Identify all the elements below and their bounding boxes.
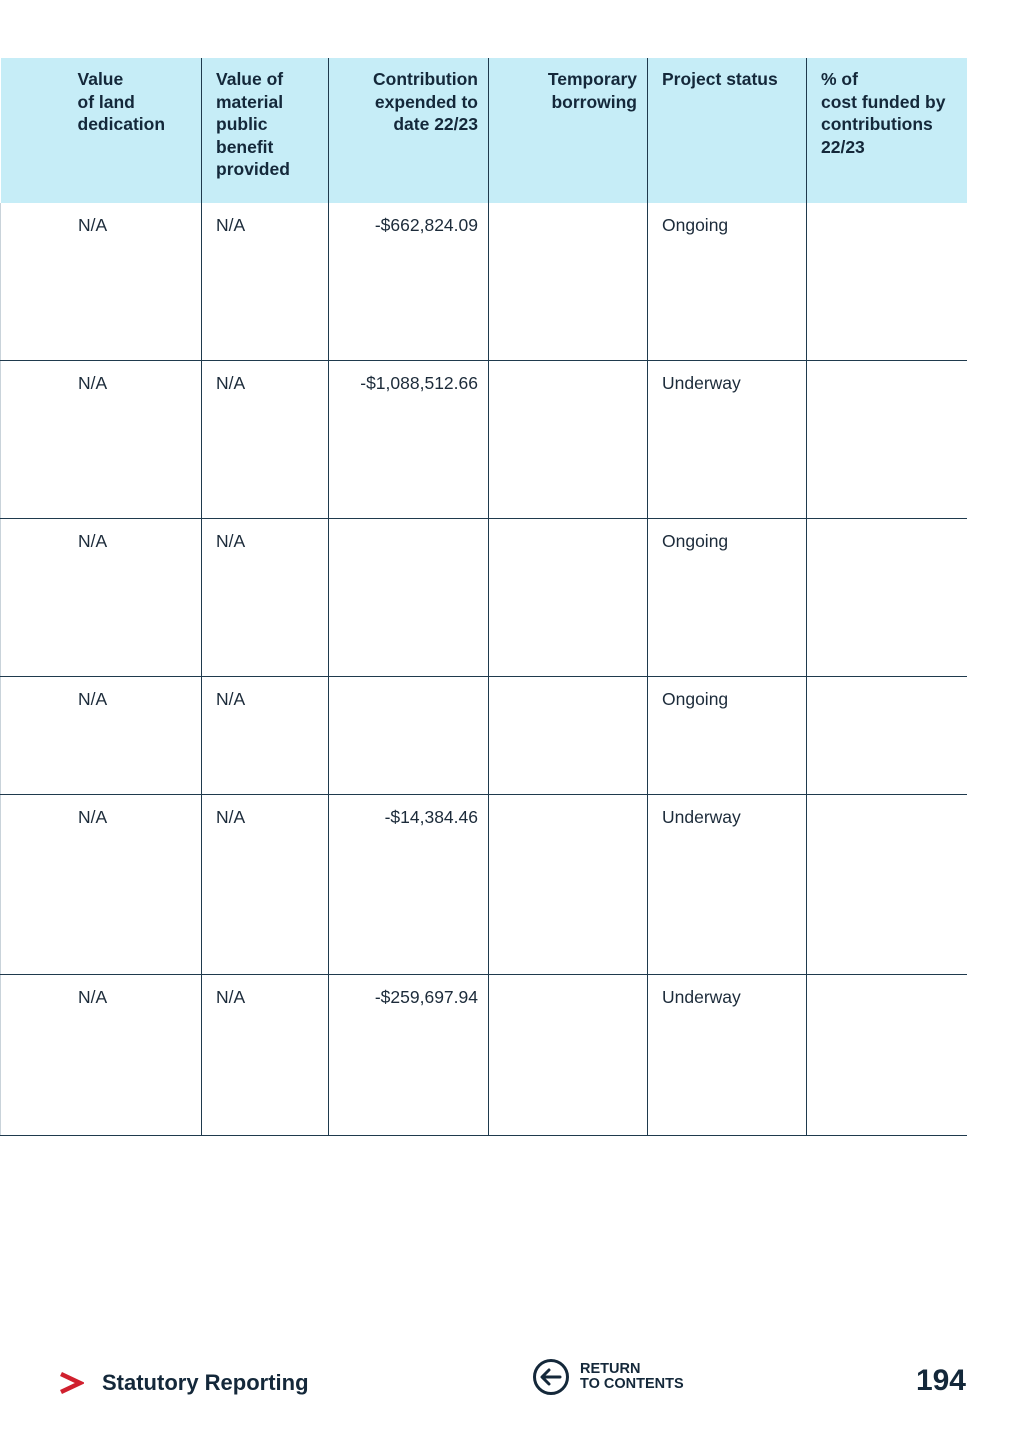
header-temporary-borrowing: Temporary borrowing: [489, 58, 648, 203]
cell-temporary-borrowing: [489, 203, 648, 361]
header-value-of-land-dedication: Value of land dedication: [1, 58, 202, 203]
cell-land-dedication: N/A: [1, 203, 202, 361]
page-number: 194: [915, 1364, 966, 1397]
cell-contribution-expended: [329, 519, 489, 677]
chevron-right-icon: [58, 1368, 84, 1398]
cell-contribution-expended: -$1,088,512.66: [329, 361, 489, 519]
cell-percent-cost-funded: [807, 795, 967, 975]
arrow-left-circle-icon: [532, 1358, 570, 1396]
cell-contribution-expended: -$14,384.46: [329, 795, 489, 975]
table-row: [1, 203, 967, 361]
return-to-contents-label: RETURN TO CONTENTS: [580, 1360, 684, 1392]
cell-project-status: Underway: [648, 975, 807, 1136]
cell-material-public-benefit: N/A: [202, 795, 329, 975]
cell-contribution-expended: [329, 677, 489, 795]
header-project-status: Project status: [648, 58, 807, 203]
header-value-of-material-public-benefit: Value of material public benefit provided: [202, 58, 329, 203]
cell-material-public-benefit: N/A: [202, 975, 329, 1136]
cell-material-public-benefit: N/A: [202, 361, 329, 519]
cell-material-public-benefit: N/A: [202, 203, 329, 361]
table-header-row: [1, 58, 967, 203]
cell-contribution-expended: -$259,697.94: [329, 975, 489, 1136]
contributions-table-wrapper: [0, 58, 966, 1136]
cell-contribution-expended: -$662,824.09: [329, 203, 489, 361]
cell-project-status: Underway: [648, 361, 807, 519]
cell-temporary-borrowing: [489, 519, 648, 677]
cell-material-public-benefit: N/A: [202, 519, 329, 677]
cell-temporary-borrowing: [489, 975, 648, 1136]
cell-land-dedication: N/A: [1, 519, 202, 677]
section-title: Statutory Reporting: [102, 1370, 309, 1395]
cell-percent-cost-funded: [807, 361, 967, 519]
table-row: [1, 975, 967, 1136]
cell-percent-cost-funded: [807, 519, 967, 677]
cell-temporary-borrowing: [489, 677, 648, 795]
table-row: [1, 677, 967, 795]
cell-project-status: Ongoing: [648, 203, 807, 361]
cell-material-public-benefit: N/A: [202, 677, 329, 795]
cell-land-dedication: N/A: [1, 795, 202, 975]
cell-project-status: Underway: [648, 795, 807, 975]
cell-percent-cost-funded: [807, 975, 967, 1136]
cell-land-dedication: N/A: [1, 677, 202, 795]
header-percent-cost-funded: % of cost funded by contributions 22/23: [807, 58, 967, 203]
cell-temporary-borrowing: [489, 361, 648, 519]
cell-percent-cost-funded: [807, 677, 967, 795]
cell-temporary-borrowing: [489, 795, 648, 975]
return-to-contents-button[interactable]: [532, 1358, 684, 1396]
table-row: [1, 361, 967, 519]
cell-land-dedication: N/A: [1, 361, 202, 519]
table-row: [1, 795, 967, 975]
footer-section-link[interactable]: [58, 1368, 309, 1398]
cell-land-dedication: N/A: [1, 975, 202, 1136]
cell-percent-cost-funded: [807, 203, 967, 361]
cell-project-status: Ongoing: [648, 677, 807, 795]
header-contribution-expended: Contribution expended to date 22/23: [329, 58, 489, 203]
table-row: [1, 519, 967, 677]
cell-project-status: Ongoing: [648, 519, 807, 677]
contributions-table: [0, 58, 967, 1136]
